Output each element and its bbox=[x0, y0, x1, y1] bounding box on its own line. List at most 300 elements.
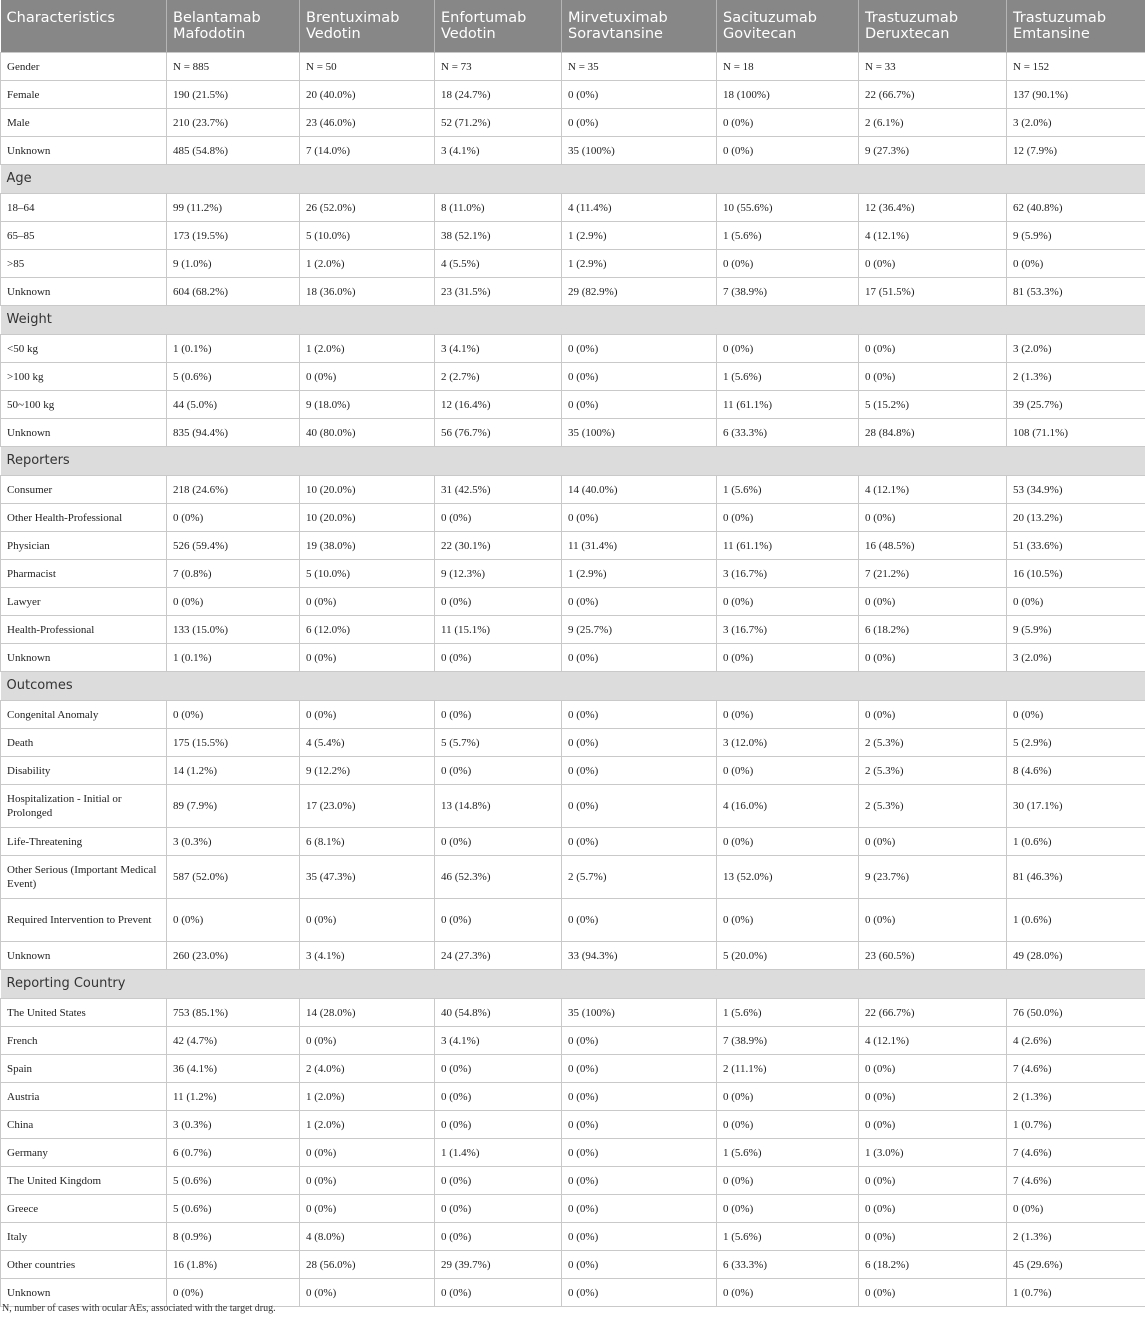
value-cell: 9 (5.9%) bbox=[1007, 222, 1145, 250]
value-cell: 0 (0%) bbox=[435, 757, 562, 785]
value-cell: 14 (1.2%) bbox=[167, 757, 300, 785]
value-cell: 0 (0%) bbox=[435, 899, 562, 942]
value-cell: 0 (0%) bbox=[859, 644, 1007, 672]
value-cell: 0 (0%) bbox=[717, 828, 859, 856]
value-cell: 133 (15.0%) bbox=[167, 616, 300, 644]
value-cell: 2 (5.3%) bbox=[859, 785, 1007, 828]
section-header-row bbox=[1, 970, 1145, 999]
value-cell: 3 (16.7%) bbox=[717, 560, 859, 588]
value-cell: 0 (0%) bbox=[717, 504, 859, 532]
row-label-cell: Unknown bbox=[1, 644, 167, 672]
row-label-cell: The United States bbox=[1, 999, 167, 1027]
value-cell: 0 (0%) bbox=[1007, 1195, 1145, 1223]
value-cell: 0 (0%) bbox=[300, 1027, 435, 1055]
value-cell: 19 (38.0%) bbox=[300, 532, 435, 560]
value-cell: 8 (0.9%) bbox=[167, 1223, 300, 1251]
value-cell: 0 (0%) bbox=[562, 1279, 717, 1307]
row-label-cell: Unknown bbox=[1, 278, 167, 306]
value-cell: 3 (12.0%) bbox=[717, 729, 859, 757]
value-cell: 30 (17.1%) bbox=[1007, 785, 1145, 828]
table-row bbox=[1, 560, 1145, 588]
row-label-cell: Other Serious (Important Medical Event) bbox=[1, 856, 167, 899]
value-cell: 0 (0%) bbox=[859, 250, 1007, 278]
value-cell: 1 (2.9%) bbox=[562, 250, 717, 278]
header-characteristics: Characteristics bbox=[1, 0, 167, 53]
table-row bbox=[1, 1167, 1145, 1195]
value-cell: 22 (66.7%) bbox=[859, 81, 1007, 109]
table-row bbox=[1, 1139, 1145, 1167]
value-cell: 53 (34.9%) bbox=[1007, 476, 1145, 504]
value-cell: 0 (0%) bbox=[300, 1279, 435, 1307]
value-cell: 0 (0%) bbox=[1007, 588, 1145, 616]
value-cell: 1 (2.0%) bbox=[300, 335, 435, 363]
value-cell: 13 (52.0%) bbox=[717, 856, 859, 899]
value-cell: 9 (23.7%) bbox=[859, 856, 1007, 899]
value-cell: 11 (61.1%) bbox=[717, 532, 859, 560]
value-cell: 0 (0%) bbox=[717, 250, 859, 278]
value-cell: 0 (0%) bbox=[562, 1027, 717, 1055]
table-row bbox=[1, 785, 1145, 828]
table-row bbox=[1, 222, 1145, 250]
table-row bbox=[1, 729, 1145, 757]
table-row bbox=[1, 1111, 1145, 1139]
value-cell: 0 (0%) bbox=[1007, 701, 1145, 729]
table-row bbox=[1, 1055, 1145, 1083]
header-enfortumab-vedotin: Enfortumab Vedotin bbox=[435, 0, 562, 53]
value-cell: 29 (82.9%) bbox=[562, 278, 717, 306]
table-row bbox=[1, 757, 1145, 785]
value-cell: 0 (0%) bbox=[562, 81, 717, 109]
value-cell: 44 (5.0%) bbox=[167, 391, 300, 419]
row-label-cell: Physician bbox=[1, 532, 167, 560]
value-cell: 0 (0%) bbox=[167, 504, 300, 532]
value-cell: 0 (0%) bbox=[562, 1083, 717, 1111]
value-cell: N = 18 bbox=[717, 53, 859, 81]
value-cell: 1 (0.7%) bbox=[1007, 1111, 1145, 1139]
value-cell: 56 (76.7%) bbox=[435, 419, 562, 447]
table-body bbox=[1, 53, 1145, 1307]
value-cell: 2 (5.3%) bbox=[859, 729, 1007, 757]
value-cell: 11 (61.1%) bbox=[717, 391, 859, 419]
table-row bbox=[1, 999, 1145, 1027]
value-cell: 0 (0%) bbox=[562, 729, 717, 757]
section-header-row bbox=[1, 306, 1145, 335]
value-cell: 7 (4.6%) bbox=[1007, 1139, 1145, 1167]
value-cell: 0 (0%) bbox=[859, 588, 1007, 616]
value-cell: 0 (0%) bbox=[562, 363, 717, 391]
value-cell: 0 (0%) bbox=[300, 899, 435, 942]
row-label-cell: Required Intervention to Prevent bbox=[1, 899, 167, 942]
value-cell: 218 (24.6%) bbox=[167, 476, 300, 504]
value-cell: 6 (18.2%) bbox=[859, 1251, 1007, 1279]
row-label-cell: <50 kg bbox=[1, 335, 167, 363]
value-cell: 1 (0.6%) bbox=[1007, 899, 1145, 942]
value-cell: 8 (11.0%) bbox=[435, 194, 562, 222]
row-label-cell: Unknown bbox=[1, 1279, 167, 1307]
row-label-cell: Consumer bbox=[1, 476, 167, 504]
value-cell: N = 50 bbox=[300, 53, 435, 81]
value-cell: 3 (4.1%) bbox=[435, 1027, 562, 1055]
value-cell: 7 (0.8%) bbox=[167, 560, 300, 588]
value-cell: 137 (90.1%) bbox=[1007, 81, 1145, 109]
table-row bbox=[1, 616, 1145, 644]
section-header-row bbox=[1, 672, 1145, 701]
value-cell: 0 (0%) bbox=[562, 1111, 717, 1139]
value-cell: 20 (13.2%) bbox=[1007, 504, 1145, 532]
value-cell: 526 (59.4%) bbox=[167, 532, 300, 560]
value-cell: 0 (0%) bbox=[435, 504, 562, 532]
row-label-cell: Hospitalization - Initial or Prolonged bbox=[1, 785, 167, 828]
value-cell: 0 (0%) bbox=[859, 1083, 1007, 1111]
value-cell: 1 (2.9%) bbox=[562, 222, 717, 250]
value-cell: 26 (52.0%) bbox=[300, 194, 435, 222]
row-label-cell: >100 kg bbox=[1, 363, 167, 391]
value-cell: 3 (2.0%) bbox=[1007, 335, 1145, 363]
value-cell: 753 (85.1%) bbox=[167, 999, 300, 1027]
row-label-cell: French bbox=[1, 1027, 167, 1055]
value-cell: 0 (0%) bbox=[717, 588, 859, 616]
value-cell: 76 (50.0%) bbox=[1007, 999, 1145, 1027]
value-cell: 17 (51.5%) bbox=[859, 278, 1007, 306]
table-row bbox=[1, 137, 1145, 165]
row-label-cell: 18–64 bbox=[1, 194, 167, 222]
value-cell: N = 152 bbox=[1007, 53, 1145, 81]
value-cell: 0 (0%) bbox=[435, 701, 562, 729]
value-cell: 587 (52.0%) bbox=[167, 856, 300, 899]
row-label-cell: Male bbox=[1, 109, 167, 137]
value-cell: 4 (12.1%) bbox=[859, 1027, 1007, 1055]
value-cell: 4 (11.4%) bbox=[562, 194, 717, 222]
table-row bbox=[1, 476, 1145, 504]
value-cell: 3 (4.1%) bbox=[300, 942, 435, 970]
table-row bbox=[1, 1195, 1145, 1223]
value-cell: 2 (1.3%) bbox=[1007, 1223, 1145, 1251]
value-cell: 0 (0%) bbox=[859, 1279, 1007, 1307]
value-cell: 16 (48.5%) bbox=[859, 532, 1007, 560]
value-cell: 4 (2.6%) bbox=[1007, 1027, 1145, 1055]
value-cell: 22 (30.1%) bbox=[435, 532, 562, 560]
value-cell: 0 (0%) bbox=[859, 504, 1007, 532]
table-row bbox=[1, 856, 1145, 899]
table-row bbox=[1, 194, 1145, 222]
value-cell: 13 (14.8%) bbox=[435, 785, 562, 828]
value-cell: 108 (71.1%) bbox=[1007, 419, 1145, 447]
value-cell: 36 (4.1%) bbox=[167, 1055, 300, 1083]
value-cell: 3 (4.1%) bbox=[435, 137, 562, 165]
value-cell: 23 (46.0%) bbox=[300, 109, 435, 137]
value-cell: N = 885 bbox=[167, 53, 300, 81]
value-cell: 0 (0%) bbox=[300, 701, 435, 729]
value-cell: 3 (4.1%) bbox=[435, 335, 562, 363]
value-cell: 0 (0%) bbox=[435, 1055, 562, 1083]
row-label-cell: Congenital Anomaly bbox=[1, 701, 167, 729]
value-cell: 0 (0%) bbox=[717, 1167, 859, 1195]
value-cell: 9 (12.2%) bbox=[300, 757, 435, 785]
row-label-cell: Greece bbox=[1, 1195, 167, 1223]
value-cell: 12 (16.4%) bbox=[435, 391, 562, 419]
value-cell: 0 (0%) bbox=[435, 644, 562, 672]
value-cell: 1 (0.1%) bbox=[167, 335, 300, 363]
value-cell: 9 (5.9%) bbox=[1007, 616, 1145, 644]
value-cell: 3 (2.0%) bbox=[1007, 644, 1145, 672]
value-cell: 5 (0.6%) bbox=[167, 1167, 300, 1195]
value-cell: 485 (54.8%) bbox=[167, 137, 300, 165]
value-cell: 6 (18.2%) bbox=[859, 616, 1007, 644]
value-cell: 5 (15.2%) bbox=[859, 391, 1007, 419]
value-cell: 46 (52.3%) bbox=[435, 856, 562, 899]
value-cell: 28 (56.0%) bbox=[300, 1251, 435, 1279]
value-cell: 0 (0%) bbox=[859, 1167, 1007, 1195]
value-cell: 7 (38.9%) bbox=[717, 278, 859, 306]
table-row bbox=[1, 1223, 1145, 1251]
value-cell: 0 (0%) bbox=[562, 335, 717, 363]
value-cell: 9 (12.3%) bbox=[435, 560, 562, 588]
header-trastuzumab-deruxtecan: Trastuzumab Deruxtecan bbox=[859, 0, 1007, 53]
value-cell: 33 (94.3%) bbox=[562, 942, 717, 970]
value-cell: 5 (2.9%) bbox=[1007, 729, 1145, 757]
section-label: Age bbox=[1, 165, 1145, 194]
table-row bbox=[1, 250, 1145, 278]
section-label: Reporting Country bbox=[1, 970, 1145, 999]
table-row bbox=[1, 1083, 1145, 1111]
value-cell: 35 (47.3%) bbox=[300, 856, 435, 899]
value-cell: 0 (0%) bbox=[717, 137, 859, 165]
row-label-cell: Gender bbox=[1, 53, 167, 81]
value-cell: 81 (53.3%) bbox=[1007, 278, 1145, 306]
value-cell: 0 (0%) bbox=[300, 588, 435, 616]
value-cell: 0 (0%) bbox=[859, 701, 1007, 729]
value-cell: 3 (0.3%) bbox=[167, 1111, 300, 1139]
value-cell: 35 (100%) bbox=[562, 419, 717, 447]
value-cell: 210 (23.7%) bbox=[167, 109, 300, 137]
value-cell: 6 (0.7%) bbox=[167, 1139, 300, 1167]
value-cell: 0 (0%) bbox=[435, 1195, 562, 1223]
row-label-cell: Other countries bbox=[1, 1251, 167, 1279]
header-mirvetuximab-soravtansine: Mirvetuximab Soravtansine bbox=[562, 0, 717, 53]
value-cell: 0 (0%) bbox=[562, 588, 717, 616]
value-cell: 7 (4.6%) bbox=[1007, 1055, 1145, 1083]
value-cell: 1 (2.0%) bbox=[300, 1111, 435, 1139]
value-cell: 3 (2.0%) bbox=[1007, 109, 1145, 137]
table-row bbox=[1, 588, 1145, 616]
value-cell: 0 (0%) bbox=[562, 504, 717, 532]
value-cell: 0 (0%) bbox=[167, 1279, 300, 1307]
value-cell: 0 (0%) bbox=[717, 1195, 859, 1223]
value-cell: 0 (0%) bbox=[562, 757, 717, 785]
value-cell: 2 (11.1%) bbox=[717, 1055, 859, 1083]
value-cell: 18 (24.7%) bbox=[435, 81, 562, 109]
value-cell: 0 (0%) bbox=[717, 757, 859, 785]
value-cell: 0 (0%) bbox=[859, 1055, 1007, 1083]
value-cell: 1 (0.6%) bbox=[1007, 828, 1145, 856]
value-cell: 175 (15.5%) bbox=[167, 729, 300, 757]
value-cell: 2 (5.7%) bbox=[562, 856, 717, 899]
value-cell: 0 (0%) bbox=[717, 1083, 859, 1111]
table-row bbox=[1, 109, 1145, 137]
value-cell: 62 (40.8%) bbox=[1007, 194, 1145, 222]
value-cell: 35 (100%) bbox=[562, 137, 717, 165]
value-cell: 0 (0%) bbox=[717, 109, 859, 137]
section-label: Reporters bbox=[1, 447, 1145, 476]
value-cell: 29 (39.7%) bbox=[435, 1251, 562, 1279]
table-row bbox=[1, 278, 1145, 306]
row-label-cell: Austria bbox=[1, 1083, 167, 1111]
value-cell: 2 (1.3%) bbox=[1007, 1083, 1145, 1111]
value-cell: 31 (42.5%) bbox=[435, 476, 562, 504]
value-cell: 18 (100%) bbox=[717, 81, 859, 109]
row-label-cell: Lawyer bbox=[1, 588, 167, 616]
header-trastuzumab-emtansine: Trastuzumab Emtansine bbox=[1007, 0, 1145, 53]
value-cell: N = 35 bbox=[562, 53, 717, 81]
value-cell: 40 (80.0%) bbox=[300, 419, 435, 447]
row-label-cell: Life-Threatening bbox=[1, 828, 167, 856]
value-cell: 604 (68.2%) bbox=[167, 278, 300, 306]
value-cell: 0 (0%) bbox=[1007, 250, 1145, 278]
value-cell: 0 (0%) bbox=[562, 785, 717, 828]
row-label-cell: >85 bbox=[1, 250, 167, 278]
table-row bbox=[1, 532, 1145, 560]
value-cell: 42 (4.7%) bbox=[167, 1027, 300, 1055]
value-cell: 0 (0%) bbox=[435, 588, 562, 616]
value-cell: 190 (21.5%) bbox=[167, 81, 300, 109]
value-cell: 11 (1.2%) bbox=[167, 1083, 300, 1111]
value-cell: 9 (25.7%) bbox=[562, 616, 717, 644]
row-label-cell: Unknown bbox=[1, 137, 167, 165]
value-cell: 22 (66.7%) bbox=[859, 999, 1007, 1027]
row-label-cell: China bbox=[1, 1111, 167, 1139]
value-cell: 5 (0.6%) bbox=[167, 363, 300, 391]
row-label-cell: Disability bbox=[1, 757, 167, 785]
value-cell: 0 (0%) bbox=[435, 1083, 562, 1111]
value-cell: 4 (5.5%) bbox=[435, 250, 562, 278]
value-cell: 0 (0%) bbox=[435, 828, 562, 856]
table-row bbox=[1, 419, 1145, 447]
value-cell: 16 (1.8%) bbox=[167, 1251, 300, 1279]
value-cell: 0 (0%) bbox=[300, 1139, 435, 1167]
value-cell: 1 (5.6%) bbox=[717, 222, 859, 250]
row-label-cell: Germany bbox=[1, 1139, 167, 1167]
value-cell: 0 (0%) bbox=[300, 1167, 435, 1195]
value-cell: 3 (0.3%) bbox=[167, 828, 300, 856]
table-row bbox=[1, 53, 1145, 81]
value-cell: 1 (0.7%) bbox=[1007, 1279, 1145, 1307]
value-cell: 20 (40.0%) bbox=[300, 81, 435, 109]
value-cell: 9 (27.3%) bbox=[859, 137, 1007, 165]
value-cell: 260 (23.0%) bbox=[167, 942, 300, 970]
value-cell: 1 (2.9%) bbox=[562, 560, 717, 588]
row-label-cell: Health-Professional bbox=[1, 616, 167, 644]
value-cell: 1 (2.0%) bbox=[300, 250, 435, 278]
table-row bbox=[1, 899, 1145, 942]
value-cell: 7 (14.0%) bbox=[300, 137, 435, 165]
table-row bbox=[1, 81, 1145, 109]
table-row bbox=[1, 335, 1145, 363]
value-cell: 0 (0%) bbox=[435, 1111, 562, 1139]
value-cell: 38 (52.1%) bbox=[435, 222, 562, 250]
value-cell: 0 (0%) bbox=[562, 109, 717, 137]
value-cell: 4 (8.0%) bbox=[300, 1223, 435, 1251]
value-cell: 0 (0%) bbox=[300, 363, 435, 391]
value-cell: 16 (10.5%) bbox=[1007, 560, 1145, 588]
value-cell: 4 (12.1%) bbox=[859, 222, 1007, 250]
value-cell: 2 (5.3%) bbox=[859, 757, 1007, 785]
table-header-row bbox=[1, 0, 1145, 53]
value-cell: 0 (0%) bbox=[717, 335, 859, 363]
value-cell: 10 (55.6%) bbox=[717, 194, 859, 222]
value-cell: 0 (0%) bbox=[859, 363, 1007, 391]
value-cell: 35 (100%) bbox=[562, 999, 717, 1027]
value-cell: 0 (0%) bbox=[859, 1223, 1007, 1251]
value-cell: 0 (0%) bbox=[717, 701, 859, 729]
value-cell: 0 (0%) bbox=[435, 1279, 562, 1307]
value-cell: 23 (60.5%) bbox=[859, 942, 1007, 970]
value-cell: 1 (2.0%) bbox=[300, 1083, 435, 1111]
value-cell: 0 (0%) bbox=[562, 1139, 717, 1167]
value-cell: 0 (0%) bbox=[562, 1223, 717, 1251]
table-row bbox=[1, 942, 1145, 970]
value-cell: 173 (19.5%) bbox=[167, 222, 300, 250]
value-cell: 1 (5.6%) bbox=[717, 1139, 859, 1167]
header-sacituzumab-govitecan: Sacituzumab Govitecan bbox=[717, 0, 859, 53]
section-header-row bbox=[1, 447, 1145, 476]
value-cell: 52 (71.2%) bbox=[435, 109, 562, 137]
value-cell: 4 (16.0%) bbox=[717, 785, 859, 828]
value-cell: 17 (23.0%) bbox=[300, 785, 435, 828]
value-cell: 0 (0%) bbox=[562, 828, 717, 856]
value-cell: 0 (0%) bbox=[859, 828, 1007, 856]
value-cell: 0 (0%) bbox=[859, 1111, 1007, 1139]
value-cell: N = 33 bbox=[859, 53, 1007, 81]
value-cell: 0 (0%) bbox=[167, 701, 300, 729]
value-cell: 0 (0%) bbox=[300, 644, 435, 672]
value-cell: 0 (0%) bbox=[859, 335, 1007, 363]
value-cell: 0 (0%) bbox=[859, 899, 1007, 942]
value-cell: 28 (84.8%) bbox=[859, 419, 1007, 447]
value-cell: 2 (1.3%) bbox=[1007, 363, 1145, 391]
value-cell: 0 (0%) bbox=[859, 1195, 1007, 1223]
value-cell: 4 (5.4%) bbox=[300, 729, 435, 757]
value-cell: 0 (0%) bbox=[562, 391, 717, 419]
value-cell: 89 (7.9%) bbox=[167, 785, 300, 828]
value-cell: 0 (0%) bbox=[562, 899, 717, 942]
value-cell: 0 (0%) bbox=[435, 1223, 562, 1251]
table-row bbox=[1, 363, 1145, 391]
value-cell: 5 (5.7%) bbox=[435, 729, 562, 757]
value-cell: 9 (18.0%) bbox=[300, 391, 435, 419]
value-cell: 7 (21.2%) bbox=[859, 560, 1007, 588]
row-label-cell: Italy bbox=[1, 1223, 167, 1251]
value-cell: 5 (20.0%) bbox=[717, 942, 859, 970]
value-cell: 81 (46.3%) bbox=[1007, 856, 1145, 899]
value-cell: 6 (33.3%) bbox=[717, 419, 859, 447]
value-cell: 5 (10.0%) bbox=[300, 560, 435, 588]
value-cell: 835 (94.4%) bbox=[167, 419, 300, 447]
value-cell: 1 (5.6%) bbox=[717, 363, 859, 391]
value-cell: 14 (28.0%) bbox=[300, 999, 435, 1027]
table-row bbox=[1, 1027, 1145, 1055]
row-label-cell: Spain bbox=[1, 1055, 167, 1083]
row-label-cell: Pharmacist bbox=[1, 560, 167, 588]
value-cell: 1 (1.4%) bbox=[435, 1139, 562, 1167]
section-label: Weight bbox=[1, 306, 1145, 335]
table-row bbox=[1, 1251, 1145, 1279]
section-header-row bbox=[1, 165, 1145, 194]
value-cell: 0 (0%) bbox=[562, 701, 717, 729]
value-cell: 1 (3.0%) bbox=[859, 1139, 1007, 1167]
value-cell: 2 (2.7%) bbox=[435, 363, 562, 391]
value-cell: 18 (36.0%) bbox=[300, 278, 435, 306]
value-cell: 0 (0%) bbox=[562, 1167, 717, 1195]
